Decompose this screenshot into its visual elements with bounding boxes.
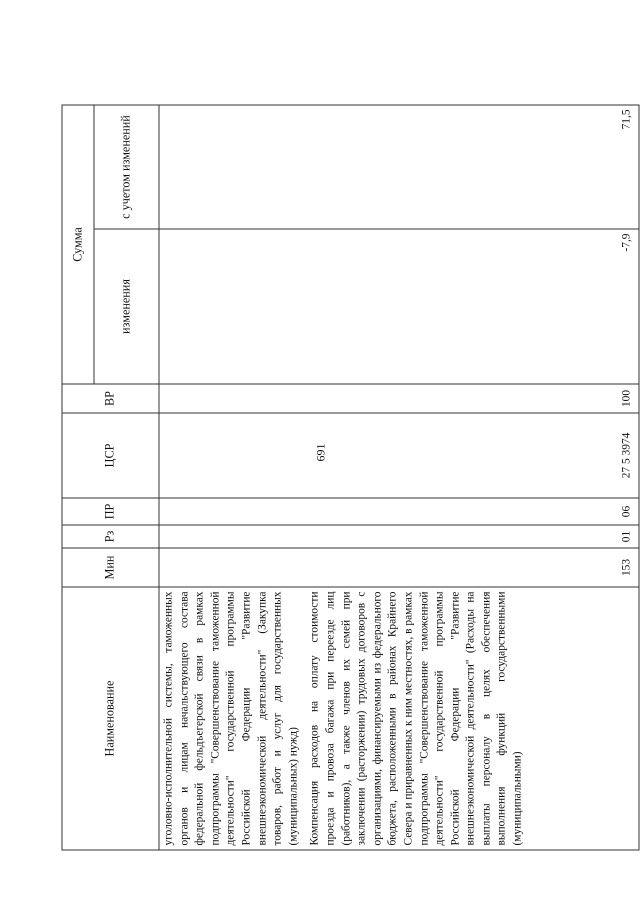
header-with-changes: с учетом изменений bbox=[94, 104, 159, 228]
header-row-top bbox=[62, 104, 94, 849]
header-pr: ПР bbox=[62, 498, 159, 525]
header-rz: Рз bbox=[62, 525, 159, 548]
pr-cell: 06 bbox=[159, 498, 639, 525]
change-cell: -7,9 bbox=[159, 229, 639, 384]
rotated-page-content bbox=[62, 105, 640, 850]
header-vr: ВР bbox=[62, 384, 159, 413]
page-number: 691 bbox=[313, 443, 328, 462]
min-cell: 153 bbox=[159, 548, 639, 587]
header-min: Мин bbox=[62, 548, 159, 587]
table-row bbox=[159, 104, 639, 849]
rz-cell: 01 bbox=[159, 525, 639, 548]
row1-name: уголовно-исполнительной системы, таможенных органов и лицам начальствующего состава федеральной фельдъегерской связи в рамках подпрограммы "Совершенствование таможенной деятельности" государственной программы Российской Федерации "Развитие внешнеэкономической деятельности" (Закупка товаров, работ и услуг для государственных (муниципальных) нужд) bbox=[162, 591, 300, 845]
vr-cell: 100 bbox=[159, 384, 639, 413]
csr-cell: 27 5 3974 bbox=[159, 413, 639, 498]
name-cell bbox=[159, 587, 639, 850]
row2-name: Компенсация расходов на оплату стоимости проезда и провоза багажа при переезде лиц (работников), а также членов их семей при заключении (расторжении) трудовых договоров с организациями, финансируемыми из федерального бюджета, расположенными в районах Крайнего Севера и приравненных к ним местностях, в рамках подпрограммы "Совершенствование таможенной деятельности" государственной программы Российской Федерации "Развитие внешнеэкономической деятельности" (Расходы на выплаты персоналу в целях обеспечения выполнения функций государственными (муниципальными) bbox=[308, 591, 524, 845]
with-changes-cell: 71,5 bbox=[159, 104, 639, 228]
header-sum: Сумма bbox=[62, 104, 94, 383]
header-name: Наименование bbox=[62, 587, 159, 850]
header-change: изменения bbox=[94, 229, 159, 384]
header-csr: ЦСР bbox=[62, 413, 159, 498]
budget-table bbox=[62, 104, 640, 850]
